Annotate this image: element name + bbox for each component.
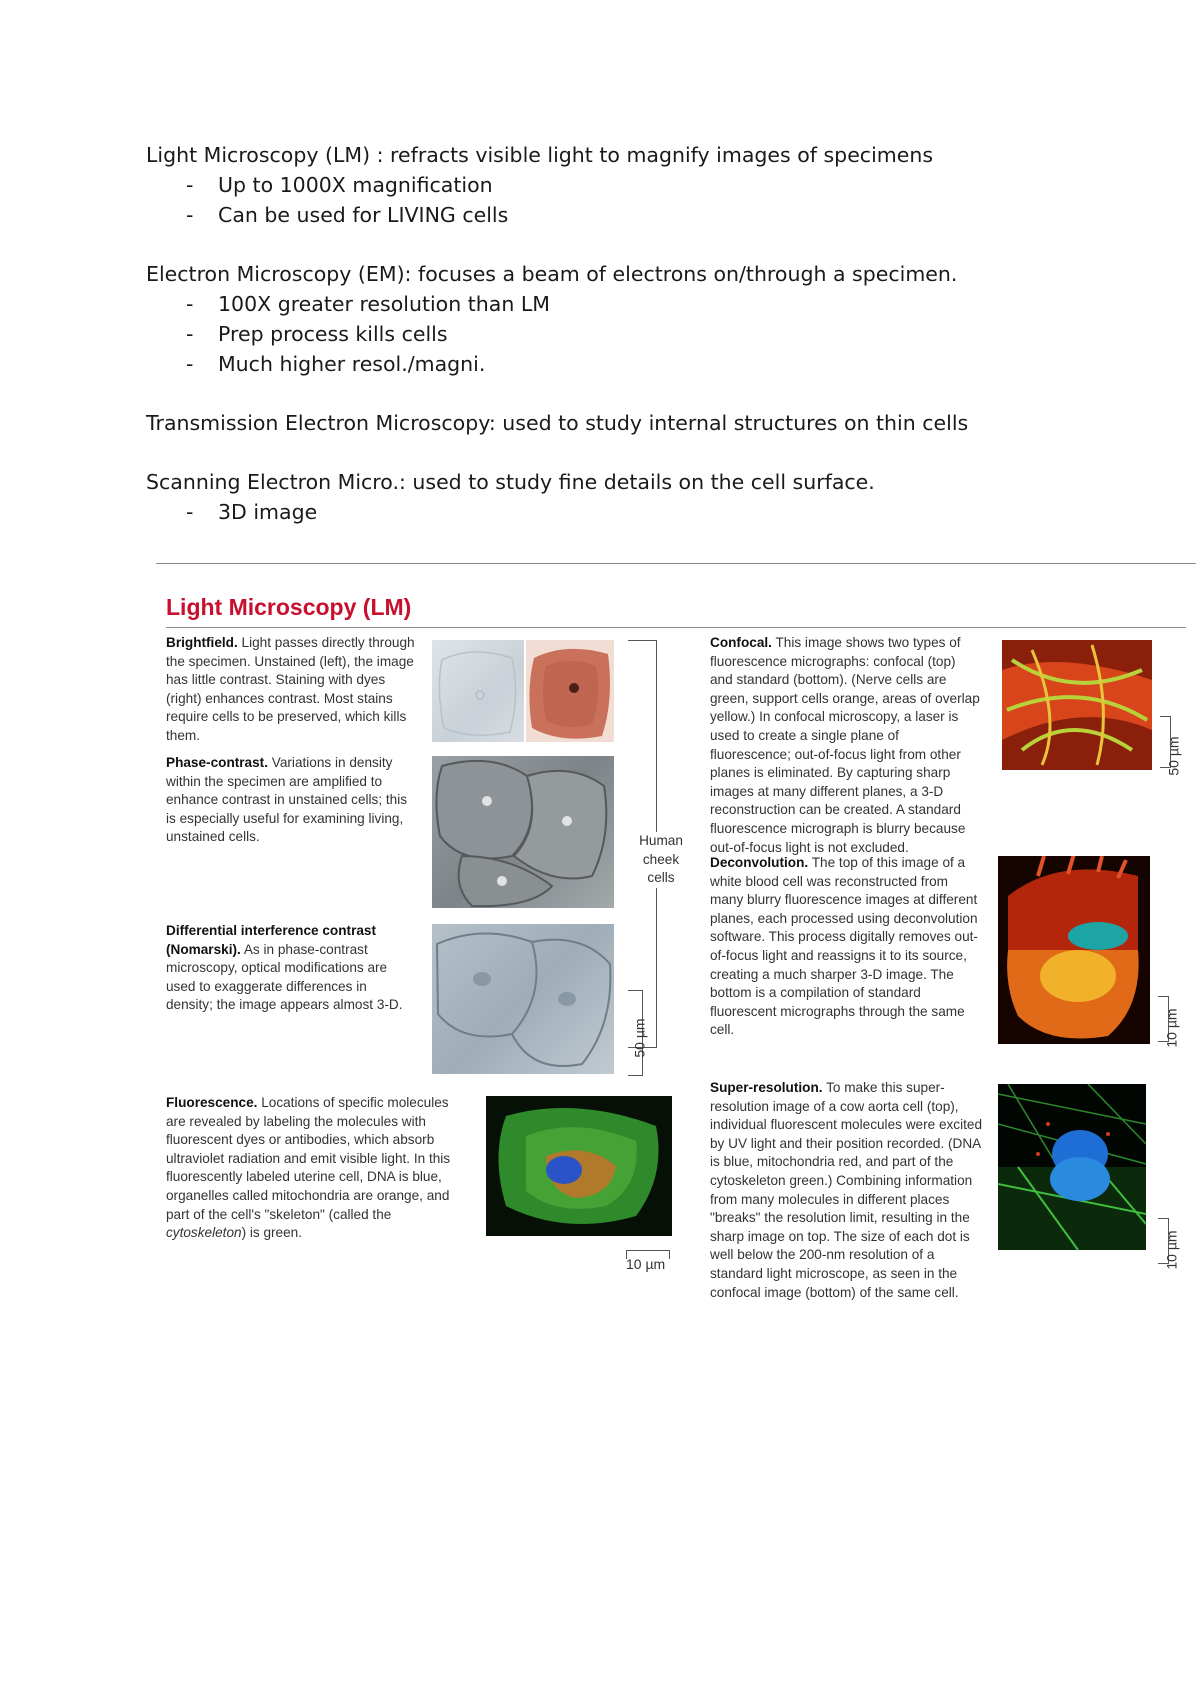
list-item: - 3D image — [146, 497, 1146, 527]
list-item: - Much higher resol./magni. — [146, 349, 1146, 379]
scale-label-10um-superres: 10 µm — [1163, 1230, 1180, 1270]
scale-label-50um: 50 µm — [631, 1018, 648, 1058]
confocal-image — [1002, 640, 1152, 770]
dic-nomarski-image — [432, 924, 614, 1074]
brightfield-text: Light passes directly through the specimen. Unstained (left), the image has little contrast. Staining with dyes (right) enhances contrast. Most stains require cells to be preserved, which kills them. — [166, 635, 415, 743]
fluorescence-text: Locations of specific molecules are revealed by labeling the molecules with fluorescent dyes or antibodies, which absorb ultraviolet radiation and emit visible light. In this fluorescently labeled uterine cell, DNA is blue, organelles called mitochondria are orange, and part of the cell's "skeleton" (called the — [166, 1095, 451, 1222]
lm-heading: Light Microscopy (LM) : refracts visible light to magnify images of specimens — [146, 143, 934, 167]
phase-contrast-text: Variations in density within the specimen are amplified to enhance contrast in unstained cells; this is especially useful for examining living, unstained cells. — [166, 755, 408, 845]
brightfield-term: Brightfield. — [166, 635, 238, 650]
super-resolution-image — [998, 1084, 1146, 1250]
human-cheek-label: Human cheek cells — [636, 832, 686, 888]
list-item: - Prep process kills cells — [146, 319, 1146, 349]
fluorescence-term: Fluorescence. — [166, 1095, 258, 1110]
dic-text: As in phase-contrast microscopy, optical modifications are used to exaggerate differences in density; the image appears almost 3-D. — [166, 941, 403, 1013]
deconvolution-caption — [710, 854, 980, 1040]
deconvolution-term: Deconvolution. — [710, 855, 809, 870]
brightfield-unstained-image — [432, 640, 524, 742]
figure-title: Light Microscopy (LM) — [166, 594, 412, 620]
fluorescence-caption — [166, 1094, 466, 1243]
deconvolution-text: The top of this image of a white blood cell was reconstructed from many blurry fluorescence images at different planes, each processed using deconvolution software. This process digitally removes out-of-focus light and reassigns it to its source, creating a much sharper 3-D image. The bottom is a compilation of standard fluorescent micrographs through the same cell. — [710, 855, 978, 1038]
phase-contrast-term: Phase-contrast. — [166, 755, 268, 770]
superres-caption — [710, 1079, 986, 1302]
fluorescence-text-end: ) is green. — [241, 1225, 303, 1241]
sem-heading: Scanning Electron Micro.: used to study fine details on the cell surface. — [146, 470, 875, 494]
dic-caption — [166, 922, 416, 1015]
em-heading: Electron Microscopy (EM): focuses a beam of electrons on/through a specimen. — [146, 262, 958, 286]
list-item: - 100X greater resolution than LM — [146, 289, 1146, 319]
phase-contrast-caption — [166, 754, 416, 847]
list-item: - Can be used for LIVING cells — [146, 200, 1146, 230]
scale-label-10um-deconv: 10 µm — [1163, 1008, 1180, 1048]
list-item: - Up to 1000X magnification — [146, 170, 1146, 200]
confocal-text: This image shows two types of fluorescence micrographs: confocal (top) and standard (bottom). (Nerve cells are green, support cells orange, areas of overlap yellow.) In confocal microscopy, a laser is used to create a single plane of fluorescence; out-of-focus light from other planes is eliminated. By capturing sharp images at many different planes, a 3-D reconstruction can be created. A standard fluorescence micrograph is blurry because out-of-focus light is not excluded. — [710, 635, 980, 855]
fluorescence-text-italic: cytoskeleton — [166, 1225, 242, 1241]
confocal-caption — [710, 634, 980, 857]
phase-contrast-image — [432, 756, 614, 908]
scale-label-10um-fluor: 10 µm — [626, 1256, 666, 1272]
superres-text: To make this super-resolution image of a cow aorta cell (top), individual fluorescent molecules were excited by UV light and their position recorded. (DNA is blue, mitochondria red, and part of the cytoskeleton green.) Combining information from many molecules in different places "breaks" the resolution limit, resulting in the sharp image on top. The size of each dot is well below the 200-nm resolution of a standard light microscope, as seen in the confocal image (bottom) of the same cell. — [710, 1080, 983, 1300]
brightfield-caption — [166, 634, 416, 746]
brightfield-stained-image — [526, 640, 614, 742]
fluorescence-image — [486, 1096, 672, 1236]
superres-term: Super-resolution. — [710, 1080, 823, 1095]
tem-heading: Transmission Electron Microscopy: used to study internal structures on thin cells — [146, 411, 969, 435]
deconvolution-image — [998, 856, 1150, 1044]
figure-title-rule — [166, 627, 1186, 628]
dic-term: Differential interference contrast (Nomarski). — [166, 923, 377, 957]
scale-label-50um-confocal: 50 µm — [1165, 736, 1182, 776]
confocal-term: Confocal. — [710, 635, 772, 650]
